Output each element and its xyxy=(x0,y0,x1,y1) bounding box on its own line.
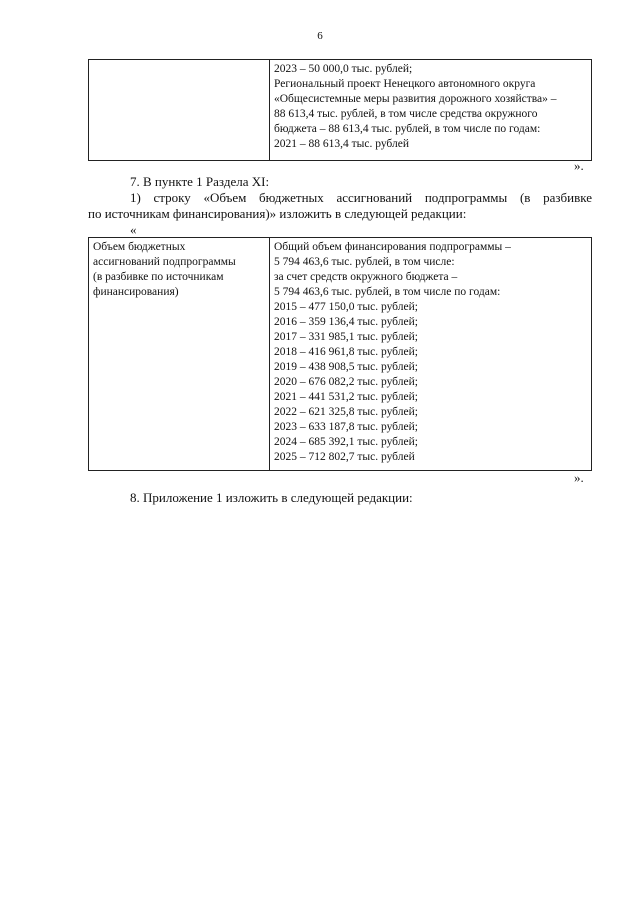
budget-table xyxy=(88,237,592,471)
table-text-line: Региональный проект Ненецкого автономного округа xyxy=(274,78,536,90)
label-line: (в разбивке по источникам xyxy=(93,271,224,283)
table-cell-value xyxy=(270,238,592,471)
item-7-text-line: по источникам финансирования)» изложить в следующей редакции: xyxy=(88,206,467,221)
year-line: 2018 – 416 961,8 тыс. рублей; xyxy=(274,346,418,358)
item-8-heading: 8. Приложение 1 изложить в следующей редакции: xyxy=(130,490,413,505)
opening-quote: « xyxy=(130,222,137,237)
table-text-line: «Общесистемные меры развития дорожного хозяйства» – xyxy=(274,93,557,105)
value-line: Общий объем финансирования подпрограммы – xyxy=(274,241,511,253)
page-number: 6 xyxy=(317,30,323,42)
year-line: 2023 – 633 187,8 тыс. рублей; xyxy=(274,421,418,433)
continued-table xyxy=(88,59,592,161)
year-line: 2015 – 477 150,0 тыс. рублей; xyxy=(274,301,418,313)
closing-quote: ». xyxy=(574,158,584,173)
table-row xyxy=(89,238,592,471)
closing-quote: ». xyxy=(574,470,584,485)
table-text-line: 88 613,4 тыс. рублей, в том числе средства окружного xyxy=(274,108,538,120)
table-cell-label xyxy=(89,238,270,471)
year-line: 2024 – 685 392,1 тыс. рублей; xyxy=(274,436,418,448)
year-line: 2017 – 331 985,1 тыс. рублей; xyxy=(274,331,418,343)
item-7-heading: 7. В пункте 1 Раздела XI: xyxy=(130,174,270,189)
value-line: 5 794 463,6 тыс. рублей, в том числе по годам: xyxy=(274,286,501,298)
label-line: Объем бюджетных xyxy=(93,241,186,253)
table-cell-label xyxy=(89,60,270,161)
label-line: финансирования) xyxy=(93,286,179,298)
item-7-text-line: 1) строку «Объем бюджетных ассигнований подпрограммы (в разбивке xyxy=(130,190,592,205)
value-line: 5 794 463,6 тыс. рублей, в том числе: xyxy=(274,256,455,268)
year-line: 2022 – 621 325,8 тыс. рублей; xyxy=(274,406,418,418)
value-line: за счет средств окружного бюджета – xyxy=(274,271,458,283)
year-line: 2016 – 359 136,4 тыс. рублей; xyxy=(274,316,418,328)
table-text-line: 2021 – 88 613,4 тыс. рублей xyxy=(274,138,409,150)
label-line: ассигнований подпрограммы xyxy=(93,256,236,268)
table-row xyxy=(89,60,592,161)
year-line: 2019 – 438 908,5 тыс. рублей; xyxy=(274,361,418,373)
table-text-line: 2023 – 50 000,0 тыс. рублей; xyxy=(274,63,413,75)
table-cell-value xyxy=(270,60,592,161)
year-line: 2021 – 441 531,2 тыс. рублей; xyxy=(274,391,418,403)
year-line: 2025 – 712 802,7 тыс. рублей xyxy=(274,451,415,463)
table-text-line: бюджета – 88 613,4 тыс. рублей, в том числе по годам: xyxy=(274,123,541,135)
year-line: 2020 – 676 082,2 тыс. рублей; xyxy=(274,376,418,388)
